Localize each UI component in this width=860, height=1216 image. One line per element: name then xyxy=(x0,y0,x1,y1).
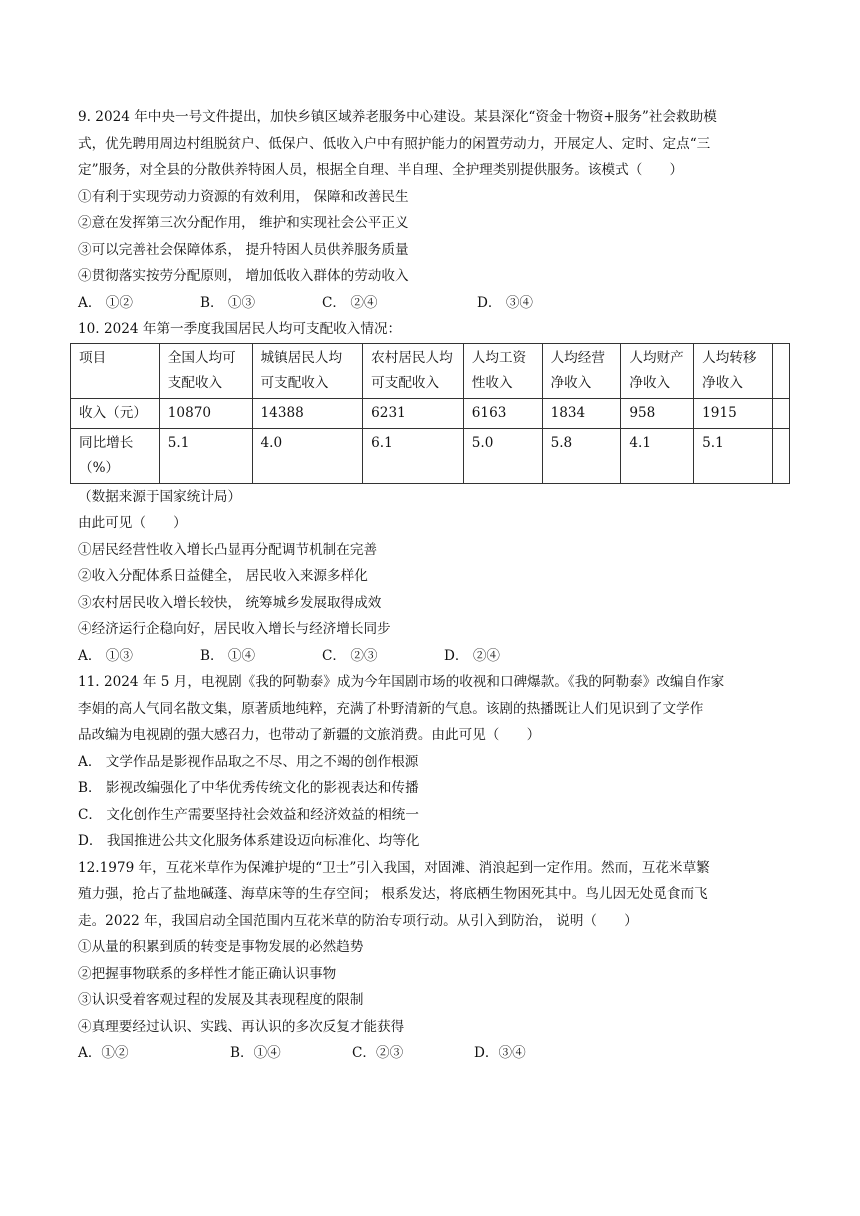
data-source-note: （数据来源于国家统计局） xyxy=(78,488,242,505)
question-10 xyxy=(78,316,788,669)
statement-item: ④贯彻落实按劳分配原则， 增加低收入群体的劳动收入 xyxy=(78,268,409,284)
option-d[interactable]: D．③④ xyxy=(474,1045,526,1061)
table-row xyxy=(71,398,790,428)
table-cell: 4.0 xyxy=(252,428,363,483)
option-d[interactable]: D． ②④ xyxy=(444,647,501,664)
table-cell: 同比增长（%） xyxy=(71,428,160,483)
statement-item: ④经济运行企稳向好，居民收入增长与经济增长同步 xyxy=(78,621,391,637)
question-9 xyxy=(78,104,788,316)
table-cell xyxy=(772,428,789,483)
statement-item: ②收入分配体系日益健全， 居民收入来源多样化 xyxy=(78,568,368,584)
table-cell: 5.0 xyxy=(463,428,542,483)
question-stem-line: 定”服务，对全县的分散供养特困人员，根据全自理、半自理、全护理类别提供服务。该模式（ ） xyxy=(78,162,684,178)
table-cell: 4.1 xyxy=(621,428,694,483)
question-stem-line: 10. 2024 年第一季度我国居民人均可支配收入情况： xyxy=(78,321,402,337)
statement-item: ①从量的积累到质的转变是事物发展的必然趋势 xyxy=(78,939,364,955)
table-cell: 1834 xyxy=(542,398,621,428)
table-header-cell: 人均工资性收入 xyxy=(463,343,542,398)
option-b[interactable]: B．①④ xyxy=(230,1045,281,1061)
table-header-cell: 人均财产净收入 xyxy=(621,343,694,398)
question-stem-line: 走。2022 年，我国启动全国范围内互花米草的防治专项行动。从引入到防治， 说明（ ） xyxy=(78,912,638,929)
table-header-cell: 全国人均可支配收入 xyxy=(159,343,252,398)
question-stem-line: 11. 2024 年 5 月，电视剧《我的阿勒泰》成为今年国剧市场的收视和口碑爆款。《我的阿勒泰》改编自作家 xyxy=(78,674,725,690)
table-cell: 5.1 xyxy=(694,428,773,483)
question-stem-line: 式，优先聘用周边村组脱贫户、低保户、低收入户中有照护能力的闲置劳动力，开展定人、定时、定点“三 xyxy=(78,135,711,152)
answer-options xyxy=(78,290,788,317)
statement-item: ③认识受着客观过程的发展及其表现程度的限制 xyxy=(78,992,364,1008)
statement-item: ①居民经营性收入增长凸显再分配调节机制在完善 xyxy=(78,541,378,558)
question-stem-line: 殖力强，抢占了盐地碱蓬、海草床等的生存空间； 根系发达，将底栖生物困死其中。鸟儿因无处觅食而飞 xyxy=(78,886,708,902)
table-header-row xyxy=(71,343,790,398)
question-prompt: 由此可见（ ） xyxy=(78,515,187,531)
option-a[interactable]: A． ①② xyxy=(78,294,133,311)
table-cell: 1915 xyxy=(694,398,773,428)
question-stem-line: 李娟的高人气同名散文集，原著质地纯粹，充满了朴野清新的气息。该剧的热播既让人们见识到了文学作 xyxy=(78,700,704,717)
option-c[interactable]: C．②③ xyxy=(352,1045,404,1061)
option-a[interactable]: A． ①③ xyxy=(78,647,133,664)
table-header-cell: 城镇居民人均可支配收入 xyxy=(252,343,363,398)
table-cell: 958 xyxy=(621,398,694,428)
exam-page xyxy=(78,104,788,1067)
table-header-cell: 人均经营净收入 xyxy=(542,343,621,398)
table-cell xyxy=(772,398,789,428)
option-a[interactable]: A． 文学作品是影视作品取之不尽、用之不竭的创作根源 xyxy=(78,753,419,770)
table-cell: 6231 xyxy=(363,398,464,428)
option-b[interactable]: B． 影视改编强化了中华优秀传统文化的影视表达和传播 xyxy=(78,780,419,796)
option-d[interactable]: D． 我国推进公共文化服务体系建设迈向标准化、均等化 xyxy=(78,833,420,849)
table-cell: 10870 xyxy=(159,398,252,428)
table-cell: 收入（元） xyxy=(71,398,160,428)
table-header-cell: 农村居民人均可支配收入 xyxy=(363,343,464,398)
table-cell: 6.1 xyxy=(363,428,464,483)
table-cell: 5.8 xyxy=(542,428,621,483)
table-cell: 6163 xyxy=(463,398,542,428)
statement-item: ②把握事物联系的多样性才能正确认识事物 xyxy=(78,965,337,982)
statement-item: ③农村居民收入增长较快， 统筹城乡发展取得成效 xyxy=(78,594,382,611)
option-b[interactable]: B． ①④ xyxy=(200,647,256,664)
table-header-cell: 人均转移净收入 xyxy=(694,343,773,398)
table-cell: 5.1 xyxy=(159,428,252,483)
income-table xyxy=(70,343,790,484)
answer-options xyxy=(78,1040,788,1067)
question-11 xyxy=(78,669,788,855)
option-c[interactable]: C． ②④ xyxy=(322,294,378,311)
table-header-cell: 项目 xyxy=(71,343,160,398)
option-a[interactable]: A．①② xyxy=(78,1045,129,1061)
question-12 xyxy=(78,855,788,1067)
statement-item: ③可以完善社会保障体系， 提升特困人员供养服务质量 xyxy=(78,241,409,258)
option-c[interactable]: C． 文化创作生产需要坚持社会效益和经济效益的相统一 xyxy=(78,806,419,823)
option-c[interactable]: C． ②③ xyxy=(322,647,378,664)
statement-item: ②意在发挥第三次分配作用， 维护和实现社会公平正义 xyxy=(78,215,409,231)
option-b[interactable]: B． ①③ xyxy=(200,294,256,311)
question-stem-line: 12.1979 年，互花米草作为保滩护堤的“卫士”引入我国，对固滩、消浪起到一定作用。然而，互花米草繁 xyxy=(78,859,710,876)
table-header-cell xyxy=(772,343,789,398)
question-stem-line: 9. 2024 年中央一号文件提出，加快乡镇区域养老服务中心建设。某县深化“资金十物资+服务”社会救助模 xyxy=(78,109,717,125)
option-d[interactable]: D． ③④ xyxy=(477,294,534,311)
statement-item: ①有利于实现劳动力资源的有效利用， 保障和改善民生 xyxy=(78,188,409,205)
answer-options xyxy=(78,643,788,670)
question-stem-line: 品改编为电视剧的强大感召力，也带动了新疆的文旅消费。由此可见（ ） xyxy=(78,727,541,743)
table-cell: 14388 xyxy=(252,398,363,428)
statement-item: ④真理要经过认识、实践、再认识的多次反复才能获得 xyxy=(78,1018,405,1035)
table-row xyxy=(71,428,790,483)
